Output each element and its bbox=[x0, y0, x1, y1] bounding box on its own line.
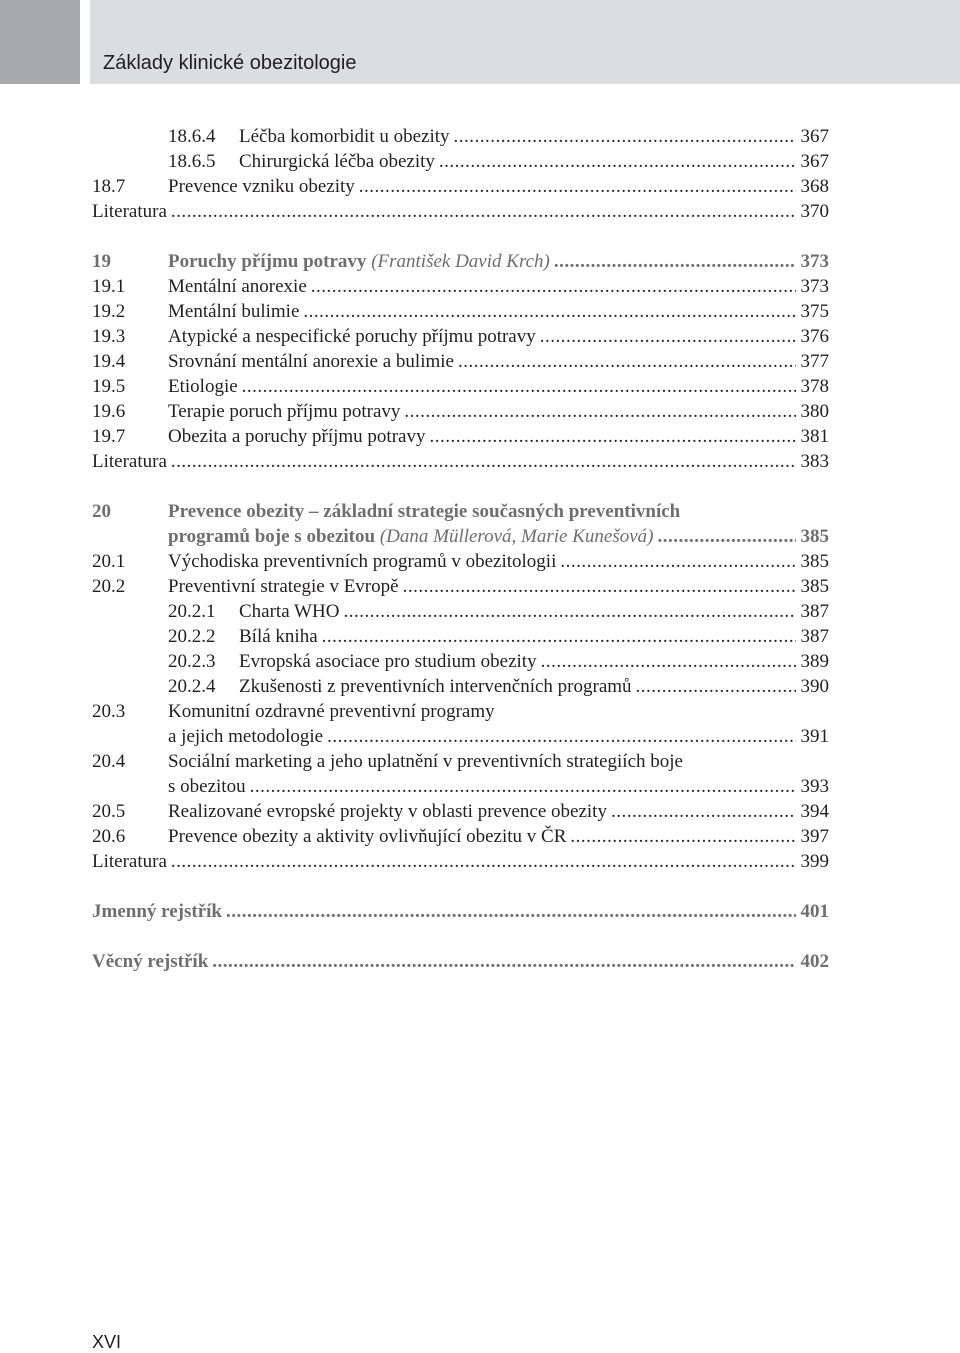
dot-leader bbox=[540, 324, 796, 349]
toc-index-title: Věcný rejstřík bbox=[92, 951, 209, 972]
toc-entry-title: Prevence obezity a aktivity ovlivňující obezitu v ČR bbox=[168, 826, 567, 847]
toc-entry-page: 387 bbox=[800, 626, 829, 647]
dot-leader bbox=[171, 849, 796, 874]
toc-index-title: Jmenný rejstřík bbox=[92, 901, 222, 922]
toc-entry-title: Charta WHO bbox=[239, 601, 340, 622]
toc-entry-literatura[interactable] bbox=[92, 449, 829, 474]
toc-entry-number: 20.2.3 bbox=[168, 651, 216, 672]
toc-entry[interactable] bbox=[92, 374, 829, 399]
toc-chapter-number: 19 bbox=[92, 251, 111, 272]
toc-name-index[interactable] bbox=[92, 899, 829, 924]
toc-entry-number: 18.6.4 bbox=[168, 126, 216, 147]
toc-chapter-19[interactable] bbox=[92, 249, 829, 274]
toc-entry-number: 20.2.4 bbox=[168, 676, 216, 697]
toc-chapter-author: (Dana Müllerová, Marie Kunešová) bbox=[379, 526, 654, 547]
toc-entry-page: 389 bbox=[800, 651, 829, 672]
toc-entry-number: 19.1 bbox=[92, 276, 126, 297]
toc-entry-number: 20.2 bbox=[92, 576, 126, 597]
dot-leader bbox=[404, 399, 795, 424]
dot-leader bbox=[429, 424, 795, 449]
toc-entry-title: Zkušenosti z preventivních intervenčních programů bbox=[239, 676, 632, 697]
toc-entry[interactable] bbox=[92, 599, 829, 624]
toc-entry-title: Terapie poruch příjmu potravy bbox=[168, 401, 401, 422]
toc-entry-page: 385 bbox=[800, 551, 829, 572]
toc-entry-number: 19.3 bbox=[92, 326, 126, 347]
toc-entry-number: 18.6.5 bbox=[168, 151, 216, 172]
dot-leader bbox=[611, 799, 796, 824]
toc-entry-literatura[interactable] bbox=[92, 849, 829, 874]
toc-entry[interactable] bbox=[92, 124, 829, 149]
toc-entry[interactable] bbox=[92, 574, 829, 599]
toc-entry-page: 399 bbox=[800, 851, 829, 872]
toc-entry[interactable] bbox=[92, 649, 829, 674]
toc-entry[interactable] bbox=[92, 549, 829, 574]
dot-leader bbox=[560, 549, 795, 574]
dot-leader bbox=[570, 824, 795, 849]
toc-entry-number: 20.6 bbox=[92, 826, 126, 847]
toc-entry-title-line1: Komunitní ozdravné preventivní programy bbox=[168, 701, 495, 722]
toc-entry[interactable] bbox=[92, 174, 829, 199]
running-header-title: Základy klinické obezitologie bbox=[103, 52, 357, 74]
dot-leader bbox=[250, 774, 796, 799]
toc-entry-title: Léčba komorbidit u obezity bbox=[239, 126, 450, 147]
toc-entry-page: 377 bbox=[800, 351, 829, 372]
toc-entry-title-line2: a jejich metodologie bbox=[168, 726, 324, 747]
toc-entry-page: 376 bbox=[800, 326, 829, 347]
toc-chapter-author: (František David Krch) bbox=[371, 251, 550, 272]
toc-chapter-title: Poruchy příjmu potravy bbox=[168, 251, 367, 272]
toc-entry[interactable] bbox=[92, 799, 829, 824]
toc-entry-title: Východiska preventivních programů v obezitologii bbox=[168, 551, 557, 572]
toc-entry[interactable] bbox=[92, 749, 829, 774]
toc-entry-title: Mentální anorexie bbox=[168, 276, 307, 297]
toc-entry-page: 368 bbox=[800, 176, 829, 197]
toc-entry-number: 19.5 bbox=[92, 376, 126, 397]
toc-entry-page: 402 bbox=[800, 951, 829, 972]
dot-leader bbox=[226, 899, 796, 924]
toc-entry-number: 18.7 bbox=[92, 176, 126, 197]
toc-chapter-20[interactable] bbox=[92, 499, 829, 524]
dot-leader bbox=[636, 674, 796, 699]
dot-leader bbox=[403, 574, 796, 599]
dot-leader bbox=[554, 249, 796, 274]
toc-entry-page: 367 bbox=[800, 126, 829, 147]
toc-entry[interactable] bbox=[92, 274, 829, 299]
toc-entry-page: 394 bbox=[800, 801, 829, 822]
toc-entry-page: 370 bbox=[800, 201, 829, 222]
toc-entry-title: Realizované evropské projekty v oblasti prevence obezity bbox=[168, 801, 607, 822]
toc-entry[interactable] bbox=[92, 399, 829, 424]
toc-chapter-number: 20 bbox=[92, 501, 111, 522]
toc-entry[interactable] bbox=[92, 324, 829, 349]
toc-entry-page: 397 bbox=[800, 826, 829, 847]
toc-entry-title: Literatura bbox=[92, 851, 167, 872]
dot-leader bbox=[171, 199, 796, 224]
dot-leader bbox=[658, 524, 796, 549]
dot-leader bbox=[327, 724, 795, 749]
toc-entry-page: 391 bbox=[800, 726, 829, 747]
toc-entry[interactable] bbox=[92, 624, 829, 649]
dot-leader bbox=[458, 349, 796, 374]
toc-entry-continuation[interactable] bbox=[92, 724, 829, 749]
toc-entry-page: 385 bbox=[800, 576, 829, 597]
table-of-contents bbox=[92, 124, 829, 974]
toc-entry-number: 20.3 bbox=[92, 701, 126, 722]
dot-leader bbox=[303, 299, 795, 324]
dot-leader bbox=[359, 174, 796, 199]
toc-entry-page: 401 bbox=[800, 901, 829, 922]
toc-entry-number: 19.4 bbox=[92, 351, 126, 372]
toc-entry-title: Literatura bbox=[92, 451, 167, 472]
dot-leader bbox=[242, 374, 796, 399]
dot-leader bbox=[541, 649, 796, 674]
toc-entry[interactable] bbox=[92, 699, 829, 724]
toc-entry-page: 367 bbox=[800, 151, 829, 172]
toc-entry-page: 373 bbox=[800, 251, 829, 272]
toc-entry-page: 378 bbox=[800, 376, 829, 397]
toc-chapter-title-line1: Prevence obezity – základní strategie současných preventivních bbox=[168, 501, 681, 522]
toc-entry-title: Prevence vzniku obezity bbox=[168, 176, 355, 197]
toc-entry-number: 20.4 bbox=[92, 751, 126, 772]
toc-entry-page: 373 bbox=[800, 276, 829, 297]
toc-entry-page: 387 bbox=[800, 601, 829, 622]
dot-leader bbox=[212, 949, 795, 974]
dot-leader bbox=[171, 449, 796, 474]
toc-entry-title: Literatura bbox=[92, 201, 167, 222]
toc-chapter-20-continuation[interactable] bbox=[92, 524, 829, 549]
toc-entry-title: Evropská asociace pro studium obezity bbox=[239, 651, 537, 672]
toc-entry-title: Preventivní strategie v Evropě bbox=[168, 576, 399, 597]
toc-entry-number: 20.1 bbox=[92, 551, 126, 572]
dot-leader bbox=[311, 274, 796, 299]
toc-entry-page: 380 bbox=[800, 401, 829, 422]
toc-entry-title: Etiologie bbox=[168, 376, 238, 397]
toc-entry[interactable] bbox=[92, 674, 829, 699]
toc-entry-title: Chirurgická léčba obezity bbox=[239, 151, 435, 172]
toc-entry-page: 390 bbox=[800, 676, 829, 697]
toc-entry[interactable] bbox=[92, 299, 829, 324]
toc-entry-number: 20.2.2 bbox=[168, 626, 216, 647]
toc-entry-page: 381 bbox=[800, 426, 829, 447]
toc-entry-page: 393 bbox=[800, 776, 829, 797]
toc-entry-number: 19.2 bbox=[92, 301, 126, 322]
toc-entry-title-line2: s obezitou bbox=[168, 776, 246, 797]
header-tab-block bbox=[0, 0, 80, 84]
toc-entry-number: 20.2.1 bbox=[168, 601, 216, 622]
toc-entry-title: Mentální bulimie bbox=[168, 301, 300, 322]
toc-entry-continuation[interactable] bbox=[92, 774, 829, 799]
dot-leader bbox=[454, 124, 796, 149]
toc-subject-index[interactable] bbox=[92, 949, 829, 974]
toc-entry-literatura[interactable] bbox=[92, 199, 829, 224]
toc-entry[interactable] bbox=[92, 824, 829, 849]
toc-entry-title: Srovnání mentální anorexie a bulimie bbox=[168, 351, 454, 372]
toc-entry[interactable] bbox=[92, 349, 829, 374]
toc-entry-number: 19.6 bbox=[92, 401, 126, 422]
toc-entry-page: 385 bbox=[800, 526, 829, 547]
dot-leader bbox=[343, 599, 795, 624]
toc-entry-title: Obezita a poruchy příjmu potravy bbox=[168, 426, 426, 447]
toc-entry[interactable] bbox=[92, 149, 829, 174]
toc-entry[interactable] bbox=[92, 424, 829, 449]
toc-entry-number: 20.5 bbox=[92, 801, 126, 822]
toc-entry-title-line1: Sociální marketing a jeho uplatnění v preventivních strategiích boje bbox=[168, 751, 683, 772]
toc-entry-page: 383 bbox=[800, 451, 829, 472]
toc-chapter-title-line2: programů boje s obezitou bbox=[168, 526, 376, 547]
toc-entry-number: 19.7 bbox=[92, 426, 126, 447]
dot-leader bbox=[322, 624, 796, 649]
dot-leader bbox=[439, 149, 796, 174]
toc-entry-page: 375 bbox=[800, 301, 829, 322]
page-number: XVI bbox=[92, 1332, 122, 1352]
toc-entry-title: Atypické a nespecifické poruchy příjmu potravy bbox=[168, 326, 536, 347]
toc-entry-title: Bílá kniha bbox=[239, 626, 318, 647]
